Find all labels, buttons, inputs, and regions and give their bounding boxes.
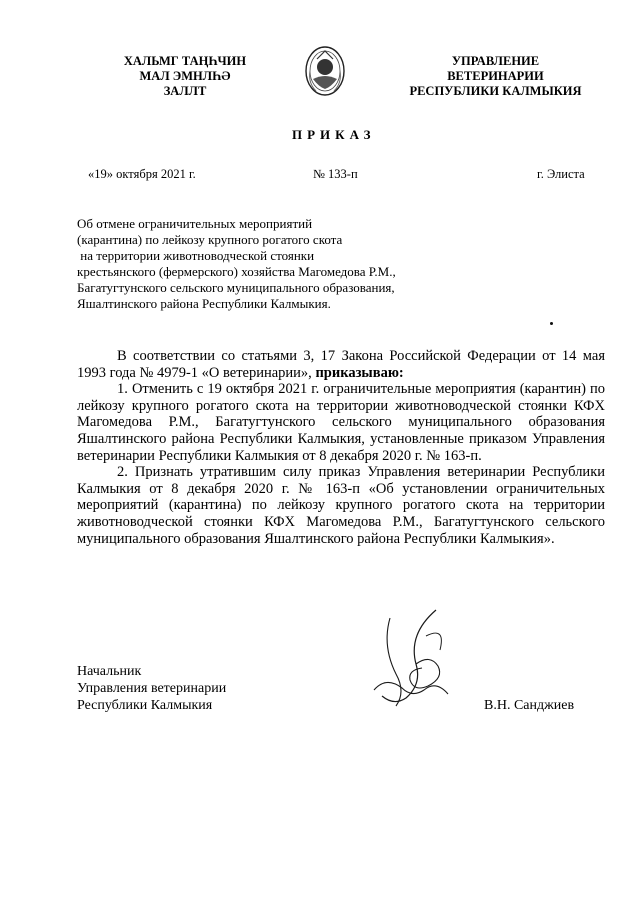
body-intro <box>77 348 605 381</box>
item-1-text: Отменить с 19 октября 2021 г. ограничительные мероприятия (карантин) по лейкозу крупного рогатого скота на территории животноводческой стоянки КФХ Магомедова Р.М., Багатугтунского сельского муниципального образования Яшалтинского района Республики Калмыкия, установленные приказом Управления ветеринарии Республики Калмыкия от 8 декабря 2020 г. № 163-п. <box>77 381 605 464</box>
header-left-line-2: МАЛ ЭМНЛҺӘ <box>139 69 231 83</box>
position-line-3: Республики Калмыкия <box>77 698 213 713</box>
signatory-position <box>77 663 226 714</box>
header-right <box>398 54 593 99</box>
header-right-line-2: ВЕТЕРИНАРИИ <box>447 69 544 83</box>
subject-line-6: Яшалтинского района Республики Калмыкия. <box>77 296 331 311</box>
order-subject <box>77 216 396 312</box>
subject-line-1: Об отмене ограничительных мероприятий <box>77 216 313 231</box>
subject-line-2: (карантина) по лейкозу крупного рогатого скота <box>77 232 343 247</box>
order-city: г. Элиста <box>537 167 585 181</box>
position-line-1: Начальник <box>77 664 142 679</box>
header-right-line-3: РЕСПУБЛИКИ КАЛМЫКИЯ <box>409 84 582 98</box>
order-body <box>77 348 605 547</box>
handwritten-signature <box>366 606 458 714</box>
intro-text: В соответствии со статьями 3, 17 Закона Российской Федерации от 14 мая 1993 года № 4979-1 «О ветеринарии», <box>77 348 605 381</box>
header-right-line-1: УПРАВЛЕНИЕ <box>451 54 540 68</box>
header-left <box>100 54 270 99</box>
header-left-line-3: ЗАЛЛТ <box>163 84 207 98</box>
body-item-1 <box>77 381 605 464</box>
document-title: ПРИКАЗ <box>292 127 376 142</box>
position-line-2: Управления ветеринарии <box>77 681 227 696</box>
intro-decree-word: приказываю: <box>315 364 404 381</box>
subject-line-4: крестьянского (фермерского) хозяйства Магомедова Р.М., <box>77 264 396 279</box>
header-left-line-1: ХАЛЬМГ ТАҢҺЧИН <box>123 54 247 68</box>
speck-mark <box>550 322 553 325</box>
subject-line-3: на территории животноводческой стоянки <box>77 248 315 263</box>
emblem-icon <box>304 43 346 98</box>
subject-line-5: Багатугтунского сельского муниципального образования, <box>77 280 395 295</box>
item-2-number: 2. <box>117 464 128 481</box>
body-item-2 <box>77 464 605 547</box>
item-2-text: Признать утратившим силу приказ Управления ветеринарии Республики Калмыкия от 8 декабря 2020 г. № 163-п «Об установлении ограничительных мероприятий (карантина) по лейкозу крупного рогатого скота на территории животноводческой стоянки КФХ Магомедова Р.М., Багатугтунского сельского муниципального образования Яшалтинского района Республики Калмыкия». <box>77 464 605 547</box>
order-number: № 133-п <box>313 167 358 181</box>
item-1-number: 1. <box>117 381 128 398</box>
order-date: «19» октября 2021 г. <box>88 167 196 181</box>
signatory-name: В.Н. Санджиев <box>484 698 575 713</box>
